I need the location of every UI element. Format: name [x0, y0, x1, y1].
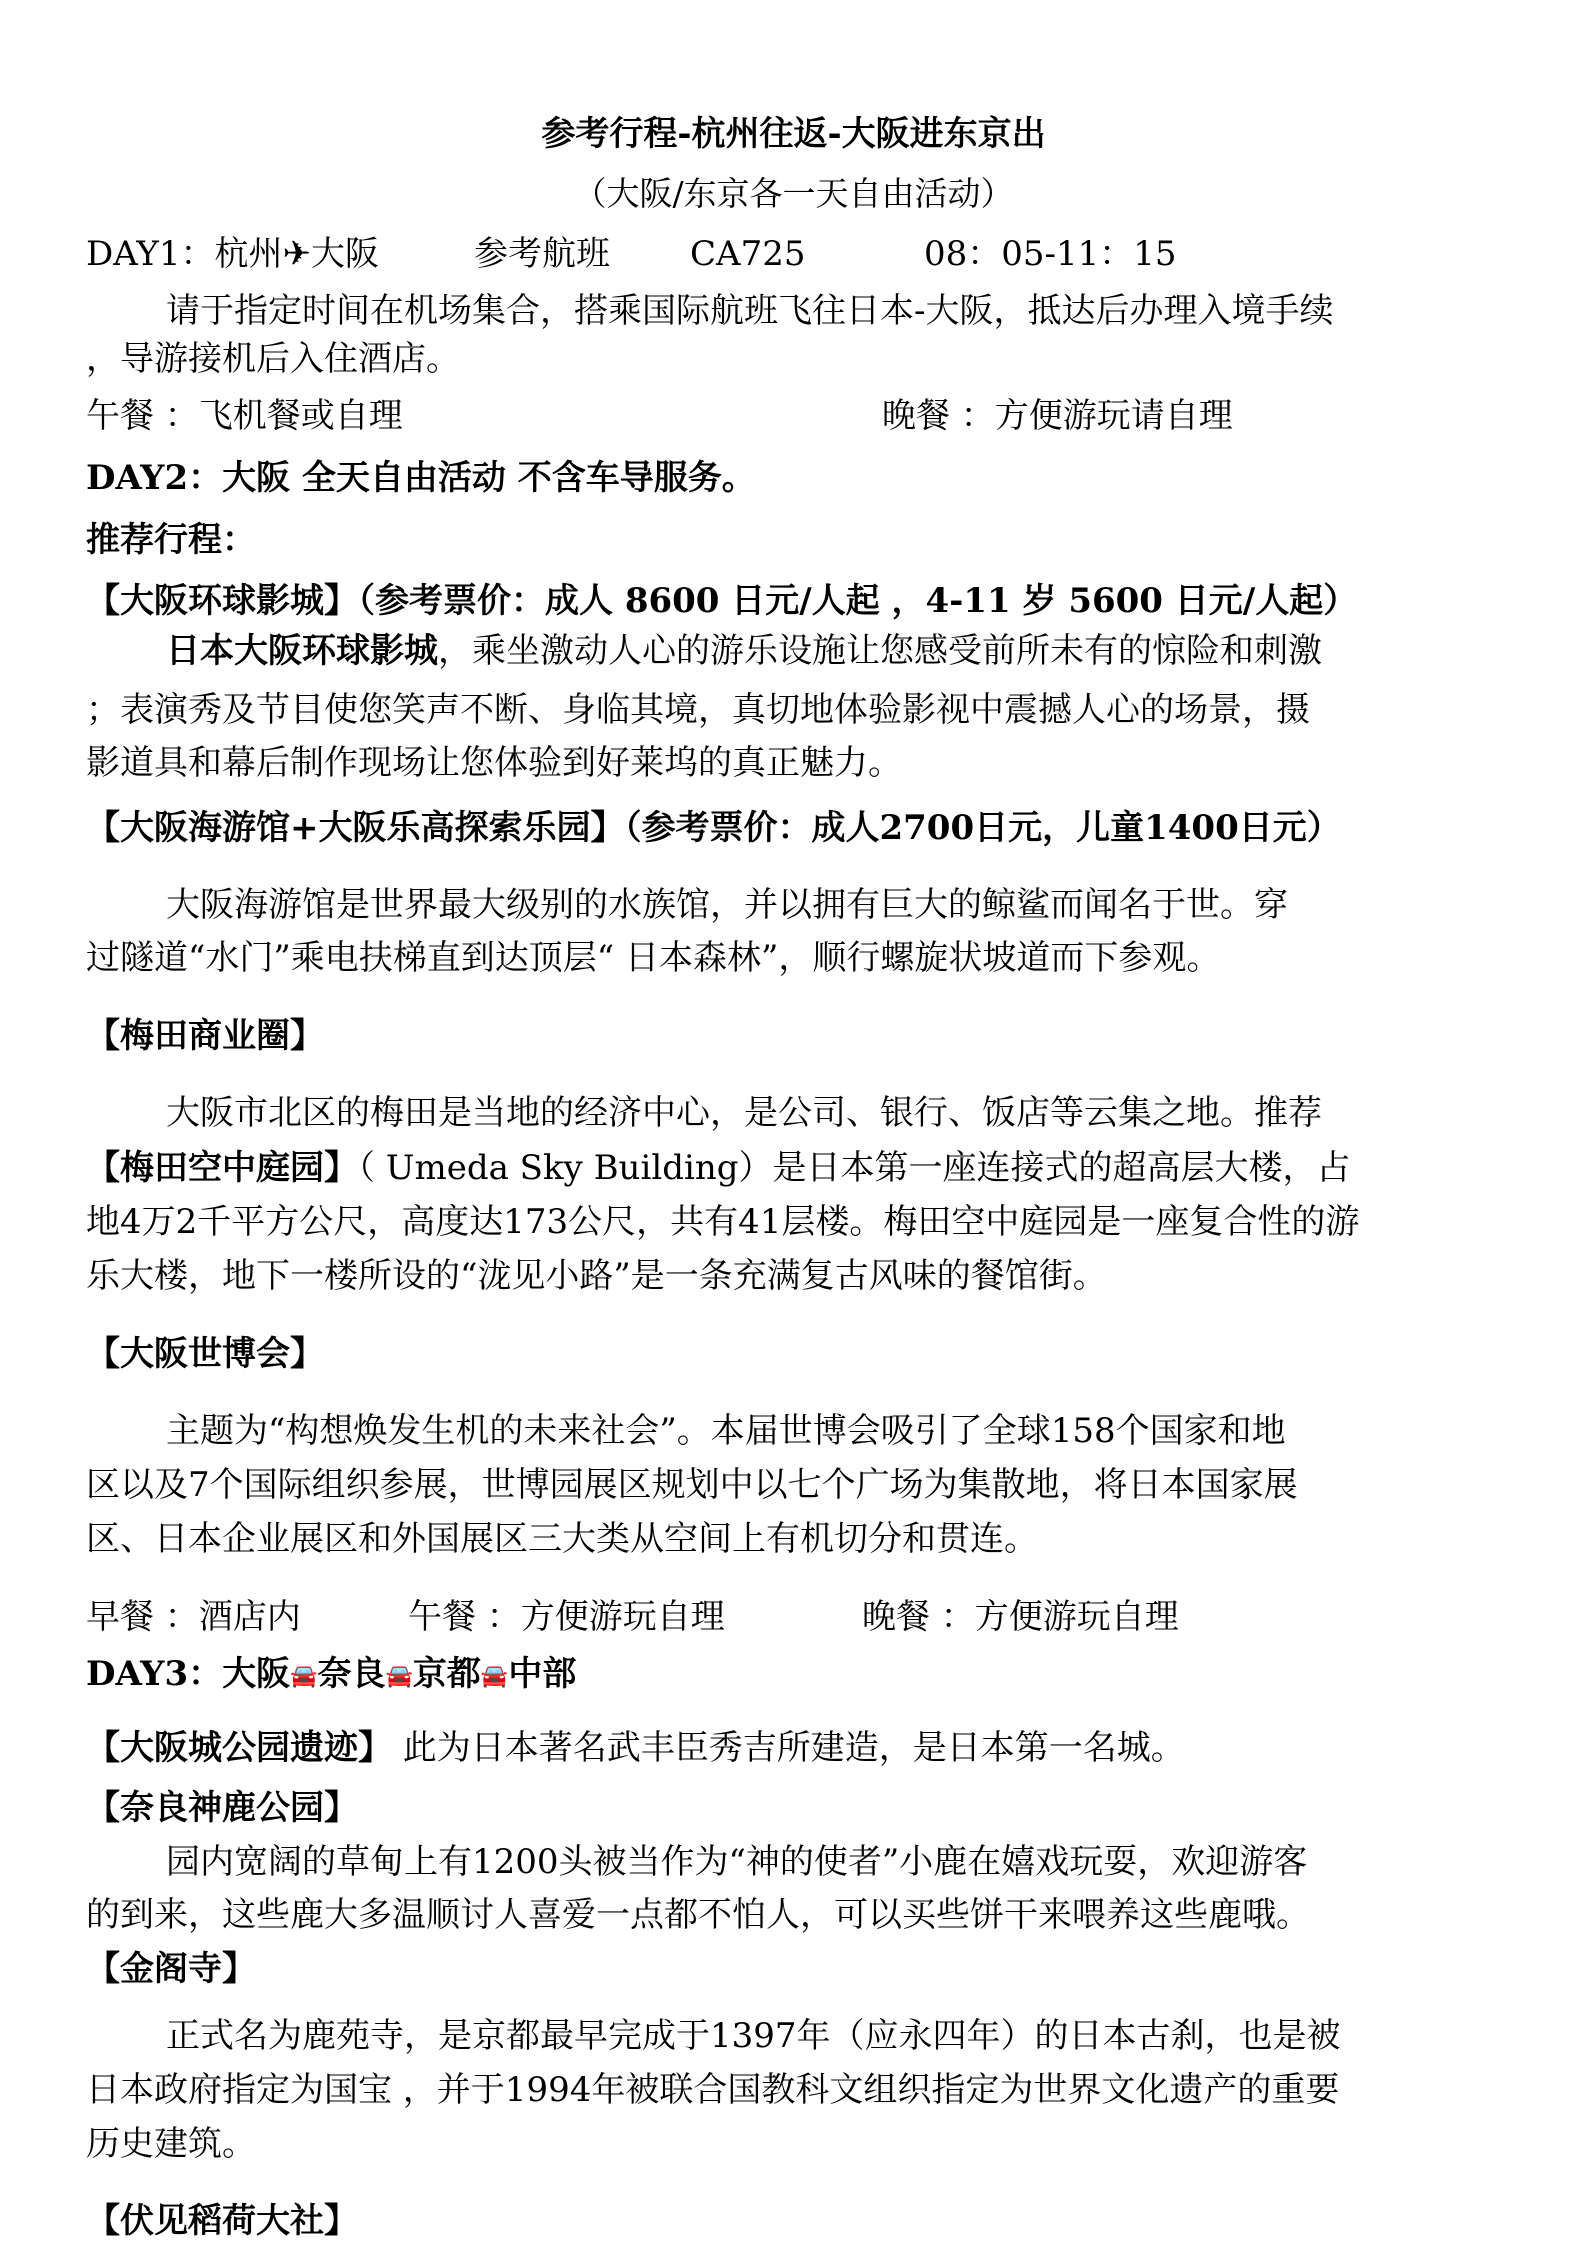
aquarium-line1: 大阪海游馆是世界最大级别的水族馆，并以拥有巨大的鲸鲨而闻名于世。穿: [166, 885, 1288, 925]
expo-line3: 区、日本企业展区和外国展区三大类从空间上有机切分和贯连。: [86, 1519, 1038, 1559]
umeda-title: 【梅田商业圈】: [86, 1016, 324, 1056]
day3-heading: [86, 1648, 1501, 1702]
castle-line: [86, 1722, 1501, 1774]
aquarium-line2: 过隧道“水门”乘电扶梯直到达顶层“ 日本森林”，顺行螺旋状坡道而下参观。: [86, 938, 1221, 978]
kinkakuji-line3: 历史建筑。: [86, 2124, 256, 2164]
expo-line2: 区以及7个国际组织参展，世博园展区规划中以七个广场为集散地，将日本国家展: [86, 1465, 1298, 1505]
usj-line3: 影道具和幕后制作现场让您体验到好莱坞的真正魅力。: [86, 743, 902, 783]
day3-heading-chubu: 中部: [508, 1654, 577, 1694]
kinkakuji-line2: 日本政府指定为国宝 ，并于1994年被联合国教科文组织指定为世界文化遗产的重要: [86, 2070, 1340, 2110]
car-icon: 🚘: [290, 1663, 318, 1689]
usj-name: 日本大阪环球影城: [166, 631, 438, 671]
nara-title: 【奈良神鹿公园】: [86, 1788, 358, 1828]
day2-lunch: 午餐 ：方便游玩自理: [408, 1597, 725, 1637]
flight-number: CA725: [690, 234, 806, 274]
expo-title: 【大阪世博会】: [86, 1334, 324, 1374]
day1-dinner: 晚餐 ：方便游玩请自理: [882, 396, 1233, 436]
castle-desc: 此为日本著名武丰臣秀吉所建造，是日本第一名城。: [392, 1728, 1185, 1768]
day1-desc-line1: 请于指定时间在机场集合，搭乘国际航班飞往日本-大阪，抵达后办理入境手续: [166, 291, 1334, 331]
umeda-sky-name: 【梅田空中庭园】: [86, 1148, 358, 1188]
day2-breakfast: 早餐 ：酒店内: [86, 1597, 301, 1637]
umeda-line3: 地4万2千平方公尺，高度达173公尺，共有41层楼。梅田空中庭园是一座复合性的游: [86, 1202, 1360, 1242]
car-icon: 🚘: [385, 1663, 413, 1689]
umeda-line4: 乐大楼，地下一楼所设的“泷见小路”是一条充满复古风味的餐馆街。: [86, 1256, 1107, 1296]
usj-line1: [166, 625, 1501, 677]
usj-title: 【大阪环球影城】（参考票价：成人 8600 日元/人起 ，4-11 岁 5600 日元/人起）: [86, 581, 1358, 621]
recommend-heading: 推荐行程：: [86, 520, 256, 560]
usj-line2: ；表演秀及节目使您笑声不断、身临其境，真切地体验影视中震撼人心的场景，摄: [86, 690, 1310, 730]
usj-line1-text: ，乘坐激动人心的游乐设施让您感受前所未有的惊险和刺激: [438, 631, 1322, 671]
castle-title: 【大阪城公园遗迹】: [86, 1728, 392, 1768]
page-title: 参考行程-杭州往返-大阪进东京出: [541, 114, 1046, 154]
flight-label: 参考航班: [474, 234, 610, 274]
day3-heading-osaka: DAY3：大阪: [86, 1654, 291, 1694]
car-icon: 🚘: [480, 1663, 509, 1689]
expo-line1: 主题为“构想焕发生机的未来社会”。本届世博会吸引了全球158个国家和地: [166, 1411, 1286, 1451]
kinkakuji-line1: 正式名为鹿苑寺，是京都最早完成于1397年（应永四年）的日本古刹，也是被: [166, 2016, 1341, 2056]
nara-line1: 园内宽阔的草甸上有1200头被当作为“神的使者”小鹿在嬉戏玩耍，欢迎游客: [166, 1842, 1308, 1882]
day3-heading-kyoto: 京都: [412, 1654, 481, 1694]
day3-heading-nara: 奈良: [317, 1654, 386, 1694]
page-subtitle: （大阪/东京各一天自由活动）: [573, 174, 1014, 213]
day1-desc-line2: ，导游接机后入住酒店。: [86, 339, 460, 379]
nara-line2: 的到来，这些鹿大多温顺讨人喜爱一点都不怕人，可以买些饼干来喂养这些鹿哦。: [86, 1895, 1310, 1935]
kinkakuji-title: 【金阁寺】: [86, 1949, 256, 1989]
day1-heading: DAY1：杭州✈大阪: [86, 234, 380, 274]
day1-lunch: 午餐 ：飞机餐或自理: [86, 396, 403, 436]
umeda-line1: 大阪市北区的梅田是当地的经济中心，是公司、银行、饭店等云集之地。推荐: [166, 1093, 1322, 1133]
fushimi-title: 【伏见稻荷大社】: [86, 2201, 358, 2241]
flight-time: 08：05-11：15: [924, 234, 1177, 274]
aquarium-title: 【大阪海游馆+大阪乐高探索乐园】（参考票价：成人2700日元，儿童1400日元）: [86, 808, 1341, 848]
umeda-line2-text: （ Umeda Sky Building）是日本第一座连接式的超高层大楼，占: [358, 1148, 1351, 1188]
day2-dinner: 晚餐 ：方便游玩自理: [862, 1597, 1179, 1637]
day2-heading: DAY2：大阪 全天自由活动 不含车导服务。: [86, 458, 756, 498]
umeda-line2: [86, 1142, 1501, 1194]
